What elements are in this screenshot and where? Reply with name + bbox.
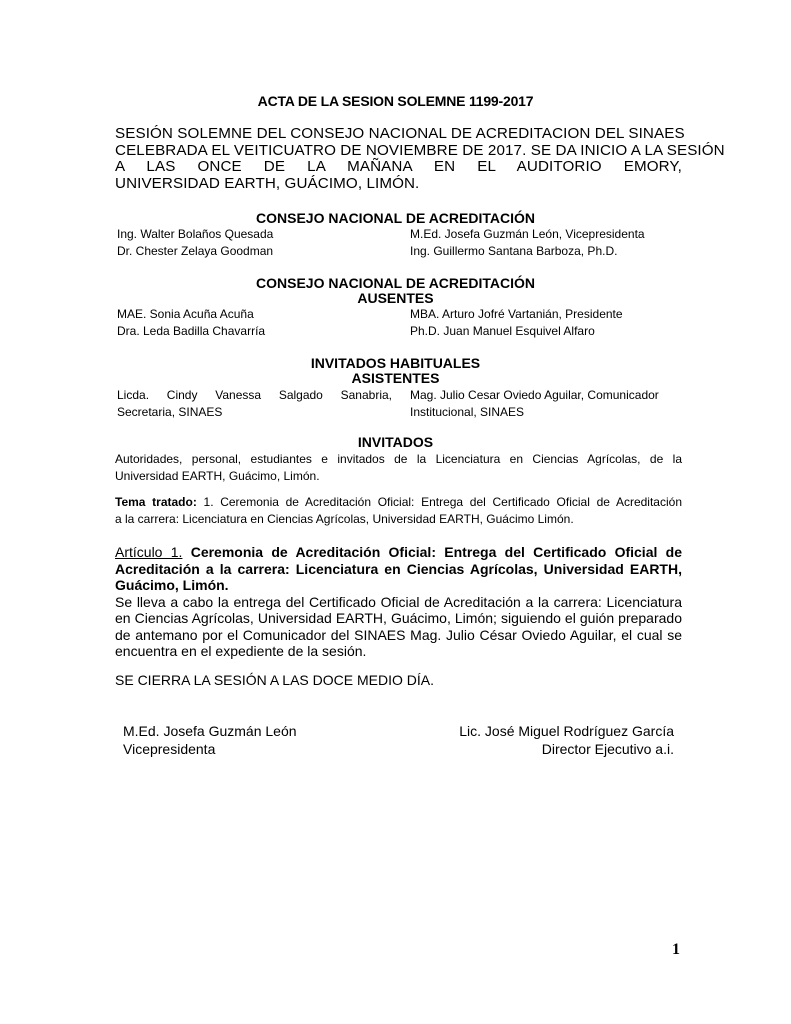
member-name: Ph.D. Juan Manuel Esquivel Alfaro — [410, 323, 595, 338]
page-number: 1 — [672, 941, 680, 958]
intro-line: UNIVERSIDAD EARTH, GUÁCIMO, LIMÓN. — [115, 174, 420, 192]
guest-name: Mag. Julio Cesar Oviedo Aguilar, Comunicador — [410, 388, 659, 402]
member-name: Ing. Guillermo Santana Barboza, Ph.D. — [410, 243, 618, 258]
council-present-heading: CONSEJO NACIONAL DE ACREDITACIÓN — [256, 210, 535, 226]
guests-regular-left — [117, 387, 392, 420]
topic-text: 1. Ceremonia de Acreditación Oficial: Entrega del Certificado Oficial de Acreditación — [196, 495, 682, 509]
intro-line: A LAS ONCE DE LA MAÑANA EN EL AUDITORIO EMORY, — [115, 158, 682, 175]
article-heading-line: Acreditación a la carrera: Licenciatura en Ciencias Agrícolas, Universidad EARTH, — [115, 560, 682, 577]
council-present-right — [410, 226, 645, 259]
guests-line: Autoridades, personal, estudiantes e invitados de la Licenciatura en Ciencias Agrícolas, de la — [115, 452, 682, 466]
article-body-line: Se lleva a cabo la entrega del Certificado Oficial de Acreditación a la carrera: Licenciatura — [115, 593, 682, 610]
guests-regular-subheading: ASISTENTES — [351, 370, 440, 386]
topic-line: a la carrera: Licenciatura en Ciencias Agrícolas, Universidad EARTH, Guácimo Limón. — [115, 511, 574, 526]
guests-regular-heading: INVITADOS HABITUALES — [310, 355, 481, 371]
signer-role: Vicepresidenta — [123, 741, 216, 757]
member-name: MAE. Sonia Acuña Acuña — [117, 307, 254, 321]
signature-right — [456, 722, 674, 758]
signer-name: M.Ed. Josefa Guzmán León — [123, 723, 297, 739]
member-name: Dr. Chester Zelaya Goodman — [117, 243, 274, 258]
member-name: M.Ed. Josefa Guzmán León, Vicepresidenta — [410, 227, 645, 241]
article-heading-text: Ceremonia de Acreditación Oficial: Entrega del Certificado Oficial de — [182, 544, 682, 560]
guest-role: Secretaria, SINAES — [117, 404, 223, 419]
article-heading-line — [115, 544, 682, 561]
member-name: Dra. Leda Badilla Chavarría — [117, 323, 266, 338]
signer-role: Director Ejecutivo a.i. — [541, 741, 674, 757]
council-absent-left — [117, 306, 265, 339]
member-name: Ing. Walter Bolaños Quesada — [117, 227, 274, 241]
closing-statement: SE CIERRA LA SESIÓN A LAS DOCE MEDIO DÍA. — [115, 672, 434, 688]
member-name: MBA. Arturo Jofré Vartanián, Presidente — [410, 307, 623, 321]
guest-name: Licda. Cindy Vanessa Salgado Sanabria, — [117, 388, 392, 402]
article-label: Artículo 1. — [115, 544, 183, 560]
council-absent-subheading: AUSENTES — [357, 290, 434, 306]
guests-regular-right — [410, 387, 659, 420]
guests-heading: INVITADOS — [357, 434, 434, 450]
article-body-line: de antemano por el Comunicador del SINAES Mag. Julio César Oviedo Aguilar, el cual se — [115, 626, 682, 643]
council-absent-right — [410, 306, 623, 339]
intro-line: CELEBRADA EL VEITICUATRO DE NOVIEMBRE DE 2017. SE DA INICIO A LA SESIÓN — [115, 141, 725, 159]
council-absent-heading: CONSEJO NACIONAL DE ACREDITACIÓN — [256, 275, 535, 291]
article-body-line: encuentra en el expediente de la sesión. — [115, 643, 367, 659]
council-present-left — [117, 226, 273, 259]
guest-role: Institucional, SINAES — [410, 404, 525, 419]
guests-paragraph — [115, 451, 682, 484]
intro-line: SESIÓN SOLEMNE DEL CONSEJO NACIONAL DE ACREDITACION DEL SINAES — [115, 125, 685, 142]
signature-left — [123, 722, 297, 758]
topic-label: Tema tratado: — [115, 495, 197, 509]
document-title: ACTA DE LA SESION SOLEMNE 1199-2017 — [257, 93, 534, 109]
article-heading-line: Guácimo, Limón. — [115, 577, 229, 593]
article-section — [115, 544, 682, 660]
session-intro — [115, 125, 725, 192]
signer-name: Lic. José Miguel Rodríguez García — [459, 723, 674, 739]
guests-line: Universidad EARTH, Guácimo, Limón. — [115, 468, 320, 483]
topic-paragraph — [115, 494, 682, 527]
article-body-line: en Ciencias Agrícolas, Universidad EARTH, Guácimo, Limón; siguiendo el guión preparado — [115, 610, 682, 626]
topic-line — [115, 494, 682, 511]
